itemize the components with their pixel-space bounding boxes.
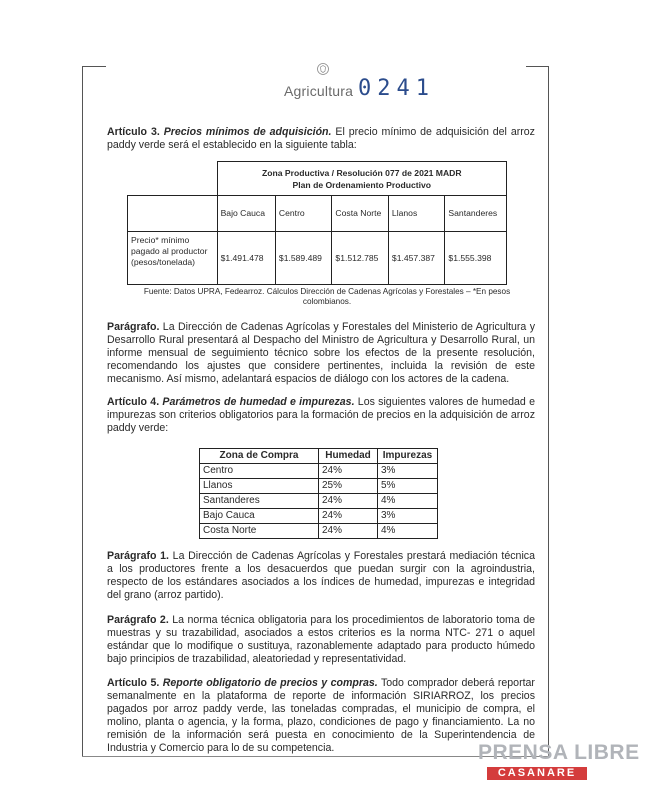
table-corner-cell [128,162,218,196]
impurities-cell: 3% [378,509,438,524]
column-header: Zona de Compra [200,449,319,464]
humidity-cell: 25% [319,479,378,494]
table-row [200,494,438,509]
humidity-cell: 24% [319,509,378,524]
impurities-cell: 5% [378,479,438,494]
paragrafo-lead: Parágrafo. [107,321,160,333]
watermark-line-1: PRENSA LIBRE [478,741,640,764]
table-row [200,524,438,539]
article-5 [107,677,535,755]
humidity-cell: 24% [319,524,378,539]
article-4 [107,396,535,435]
price-cell: $1.555.398 [445,232,507,285]
zone-cell: Bajo Cauca [200,509,319,524]
table-heading-line-1: Zona Productiva / Resolución 077 de 2021 MADR [261,167,462,178]
price-cell: $1.457.387 [388,232,445,285]
zone-cell: Costa Norte [200,524,319,539]
article-4-body: Los siguientes valores de humedad e impurezas son criterios obligatorios para la formación de precios en la adquisición de arroz paddy verde: [107,396,535,434]
article-4-title: Parámetros de humedad e impurezas. [162,396,355,408]
page-border-left [82,66,83,756]
zone-cell: Llanos [200,479,319,494]
watermark-line-2: CASANARE [497,767,577,779]
table-heading-line-2: Plan de Ordenamiento Productivo [292,179,432,190]
minimum-price-table [127,161,507,285]
table-row [200,479,438,494]
table-source-note: Fuente: Datos UPRA, Fedearroz. Cálculos Dirección de Cadenas Agrícolas y Forestales – *En pesos colombianos. [143,287,511,306]
humidity-impurities-table [199,448,438,539]
paragrafo-2 [107,614,535,666]
paragrafo-1-body: La Dirección de Cadenas Agrícolas y Forestales prestará mediación técnica a los productores frente a los desacuerdos que puedan surgir con la agroindustria, respecto de los estándares asociados a los índices de humedad, impurezas e integridad del grano (arroz partido). [107,550,535,601]
article-5-title: Reporte obligatorio de precios y compras. [162,677,378,689]
article-4-lead: Artículo 4. [107,396,160,408]
page-border-top-right [526,66,549,67]
article-3-body: El precio mínimo de adquisición del arroz paddy verde será el establecido en la siguiente tabla: [107,126,535,151]
price-cell: $1.512.785 [332,232,389,285]
agency-name: Agricultura [284,83,354,99]
table-heading [217,162,506,196]
paragrafo-body: La Dirección de Cadenas Agrícolas y Forestales del Ministerio de Agricultura y Desarrollo Rural presentará al Despacho del Ministro de Agricultura y Desarrollo Rural, un informe mensual de seguimiento técnico sobre los efectos de la presente resolución, recomendando los ajustes que considere pertinentes, incluida la revisión de este mecanismo. Así mismo, adelantará espacios de diálogo con los actores de la cadena. [107,321,535,385]
document-header [282,62,435,102]
zone-header: Llanos [388,196,445,232]
table-blank-cell [128,196,218,232]
article-3-lead: Artículo 3. [107,126,160,138]
paragrafo-2-body: La norma técnica obligatoria para los procedimientos de laboratorio toma de muestras y su trazabilidad, asociados a estos criterios es la norma NTC- 271 o aquel estándar que lo modifique o sustituya, razonablemente adaptado para producto húmedo bajo principios de trazabilidad, aleatoriedad y representatividad. [107,614,535,665]
zone-header: Bajo Cauca [217,196,275,232]
humidity-cell: 24% [319,494,378,509]
zone-header: Costa Norte [332,196,389,232]
price-cell: $1.491.478 [217,232,275,285]
prensa-libre-watermark [478,741,640,785]
table-row [200,464,438,479]
price-row-label: Precio* mínimo pagado al productor (pesos/tonelada) [128,232,218,285]
zone-header: Santanderes [445,196,507,232]
article-3-title: Precios mínimos de adquisición. [163,126,332,138]
document-number-stamp: 0241 [358,76,435,101]
page-border-top-left [82,66,106,67]
zone-cell: Centro [200,464,319,479]
article-5-lead: Artículo 5. [107,677,160,689]
zone-header: Centro [275,196,332,232]
impurities-cell: 4% [378,524,438,539]
coat-of-arms-icon [316,62,330,76]
column-header: Impurezas [378,449,438,464]
paragrafo-2-lead: Parágrafo 2. [107,614,169,626]
article-3 [107,126,535,152]
price-cell: $1.589.489 [275,232,332,285]
page-border-right [548,66,549,756]
humidity-cell: 24% [319,464,378,479]
article-5-body: Todo comprador deberá reportar semanalmente en la plataforma de reporte de información SIRIARROZ, los precios pagados por arroz paddy verde, las toneladas compradas, el municipio de compra, el molino, planta o agencia, y la forma, plazo, condiciones de pago y financiamiento. La no remisión de la información será puesta en conocimiento de la Superintendencia de Industria y Comercio para lo de su competencia. [107,677,535,754]
table-row [200,509,438,524]
column-header: Humedad [319,449,378,464]
paragrafo [107,321,535,386]
impurities-cell: 4% [378,494,438,509]
paragrafo-1 [107,550,535,602]
impurities-cell: 3% [378,464,438,479]
zone-cell: Santanderes [200,494,319,509]
paragrafo-1-lead: Parágrafo 1. [107,550,169,562]
